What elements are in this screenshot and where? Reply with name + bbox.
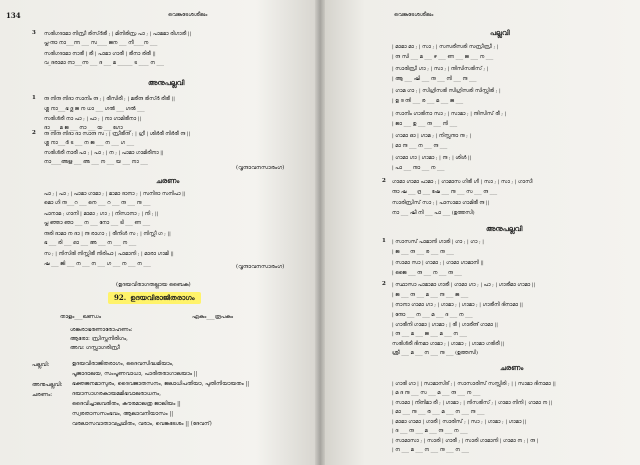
notation-line: ന്ദ നിന്ദ നിദാ സാനിം ന്ദ ; | രീസിരീ ; | മരീന്ദ രിസ്ർ രീരീ ||: [44, 96, 175, 102]
stanza-number: 2: [382, 281, 386, 287]
notation-line: | സാമാ സാ | ഗാമാ ; | ഗാമാ ഗാമാനി ||: [392, 260, 484, 266]
section-label: ചരണം:: [32, 392, 53, 398]
lyric-line: ശ്രീ ___ മ ___ ന ___ ന്ദ ___ (ഉത്തസി): [392, 350, 478, 356]
notation-line: | മാമാ മാ ; | സാ ; | സസരീസരി സസ്രീസ്രീ ; |: [392, 44, 499, 50]
lyric-line: | ജ ___ ന്ദ ___ ര ___ ന്ദ ___: [392, 249, 454, 255]
lyric-line: മൊ ഗി ന്ദ___റ ___ നെ ___ റ ___ ന്ദ ___ ന്ദ ___: [44, 200, 151, 206]
notation-line: സരിൾരീ നാരീ പാ ; | പാ ; | ന ; | പാമാ ഗാമിരീനാ ||: [44, 150, 164, 156]
pallavi-stanza-number: 3: [32, 30, 36, 36]
krithi-title-highlight: [108, 292, 201, 304]
section-label: അനുപല്ലവി:: [32, 382, 63, 388]
raga-detail: ആരോ: സ്രിസ്നനിരിഗം,: [70, 336, 128, 342]
section-label: പല്ലവി:: [32, 362, 50, 368]
lyric-line: | ജാ ___ ഉ ___ ന്ദ ___ നി ___: [392, 121, 458, 127]
notation-line: | സാമാ | നിനിമാ രീ ; | ഗാമാ ; | നിസരിസ് ; | ഗാമാ നിനി | ഗാമാ ന ||: [392, 400, 553, 406]
stanza-number: 2: [32, 130, 36, 136]
anupallavi-heading: അനുപല്ലവി: [148, 78, 185, 87]
meaning-line: പൂജാദാലയ, സംപൂണവാധാ, പാരിതരാഗാലയാം ||: [72, 371, 198, 377]
lyric-line: | പാ ___ ന്ദാ ___ ന ___: [392, 165, 445, 171]
notation-line: പാനാമ ; ഗാനി | മാമാ ; ഗാ ; | നിസാനാ ; | നി ; ||: [44, 211, 159, 217]
lyric-line: | ന്ദ ___ മ ___ ജ ___ മ ___ ന ___: [392, 331, 468, 337]
notation-line: | മാമാ ഗാമാ | ഗാരീ | സാരിസ് ; | സാ ; | ഗാമാ ; | ഗാമാ ||: [392, 419, 527, 425]
lyric-line: പ്ല-ന്ദാ നാ___ന്ന ___ സ____ ജന ___ നീ____ന ___: [44, 40, 158, 46]
ragam-note: (വൃന്ദാവനസാരംഗ): [236, 165, 285, 171]
lyric-line: | ന ___ മ ___ ന ___ ന്ദ ___ ന ___: [392, 447, 469, 453]
notation-line: | ഗാരി ഗാ | | സാമാസിദ് ; | സാസാരിസ് സസ്സിരി ; | | സാമാ ദിനാമാ ||: [392, 381, 556, 387]
charanam-heading: ചരണം: [156, 176, 180, 185]
lyric-line: | ആ ___ ഷി ___ ന്ദ ___ നി ___ ന്ദ ___: [392, 76, 477, 82]
notation-line: | ഗാമാ ഓ | ഗാമ ; | നിസ്സന്ദാ ന്ദ ; |: [392, 133, 472, 139]
krithi-number: 92.: [114, 293, 127, 302]
notation-line: സ ; | നിസിരി നിസ്സിരീ നിരിപാ | പാമാനി ; | മാരാ ഗാമി ||: [44, 251, 174, 257]
right-page: [320, 0, 640, 465]
stanza-number: 2: [382, 178, 386, 184]
raga-detail: അവ: ഗസ്സാഗരിസ്രീ: [70, 345, 120, 351]
page-number: 134: [6, 11, 21, 20]
pallavi-heading: പല്ലവി: [490, 28, 510, 37]
notation-line: പാ ; | പാ ; | പാമാ ഗാമാ ; | മാമാ ദാനാ ; | സനിദാ സനിപാ ||: [44, 191, 186, 197]
lyric-line: ന്ദാ ഷ ___ ദ്ര ___ ഷേ ___ ന്ദ ___ സ ___ ന്ദ ___: [392, 189, 498, 195]
notation-line: | ഗാമാ ഗാ | ഗാമാ ; | ന്ദ ; | ശിൾ ||: [392, 155, 472, 161]
notation-line: സരിൾരീ നാ പാ ; | പാ ; | നാ ഗാമിരീനാ ||: [44, 116, 142, 122]
tala-line: ഏകം___രൂപകം: [192, 314, 234, 320]
lyric-line: നാ ___ ഷീ നി ___ പാ ___ (ഉത്തസി): [392, 210, 475, 216]
notation-line: | സാനിം ഗാരിനാ സാ ; | സാമാ ; | ന്ദിസിസ് രീ ; |: [392, 111, 507, 117]
notation-line: | സ്ഥാസാ പാമാമാ ഗാരീ | ഗാമാ ഗാ ; | പാ ; | ഗാരീമാ ഗാമാ ||: [392, 282, 536, 288]
lyric-line: നാ____അഋ ___ അ ___ ന ___ യ ___ നാ ___: [44, 159, 148, 165]
meaning-line: ഭക്തജനമാസുരം, ദൈവജാതസനം, ജലാധിപതിയാ, പുതിനിയായതം ||: [72, 381, 250, 387]
lyric-line: ഭ ___ രി ___ ഓ ___ അ ___ ന ___ ന ___: [44, 240, 137, 246]
running-head-left: വെങ്കടേശശീലം: [168, 12, 208, 18]
lyric-line: | മാ ___ ന്ദ ___ ര ___ മ ___ ന ___ ന്ദ ___: [392, 409, 485, 415]
raga-detail: ശങ്കരാഭരണാരോഹണം:: [70, 327, 133, 333]
author-line: താളം___ഖണ്ഡം: [60, 314, 102, 320]
krithi-title: ഉദയവിരാജിതരാഗം: [130, 293, 195, 302]
notation-line: | ഗാരീനി ഗാമാ | ഗാമാ ; | രീ | ഗാരീന്ദ് ഗാമാ ||: [392, 322, 498, 328]
lyric-line: | ന്ദ സി ___ മ ___ ഴ ___ ണ ___ ജ ___ ന ___: [392, 54, 494, 60]
meaning-line: ദയാസാഗരകായമമിഭവാലരാധനം,: [72, 391, 161, 397]
lyric-line: വ_ദരാമാ നാ___ന്ന ___ ദ ___ മ ______ ട ____ ന ___: [44, 60, 164, 66]
running-head-right: വെങ്കടേശശീലം: [394, 12, 434, 18]
notation-line: | നാനാ ഗാമാ ഗാ ; | ഗാമാ ; | ഗാമാ ; | ഗാരീനി ദിനാമാ ||: [392, 302, 523, 308]
ragam-note: (വൃന്ദാവനസാരംഗ): [236, 264, 285, 270]
lyric-line: | ജ ___ ന്ദ ___ മ ___ ന്ദ ___ ജ ___: [392, 292, 469, 298]
lyric-line: ശ്ല നാ___ഭ ദ്ല ജ ന ധാ ___ ഗൽ ___ ഗൽ ___: [44, 106, 145, 112]
stanza-number: 1: [32, 95, 36, 101]
charanam-heading: ചരണം: [500, 363, 524, 372]
lyric-line: | ജൈ ___ ന്ദ ___ ന ___ ന്ദ ___: [392, 270, 462, 276]
notation-line: ന്ദരി ദാമാ ന ദാ | ന്ദ രാഗാ ; | രീനിൾ സ ; | നിസ്സീ ഗ ; ||: [44, 231, 171, 237]
notation-line: സാരിസ്രിസ് സാ ; | പാസാമാ ഗാമിരീ ന്ദ ||: [392, 200, 490, 206]
lyric-line: | ഉ ദ ന്ദി ___ ര ___ മ ___ ജ ___: [392, 98, 464, 104]
lyric-line: ശ്ല നാ___ർ ട ___ ന ജ ___ ന ___ ഗ ___: [44, 140, 135, 146]
stanza-number: 1: [382, 238, 386, 244]
notation-line: | ഗാമ ഗാ ; | സിഗ്രിസരി സിഗ്രിസരി സിസ്സിരി ; |: [392, 88, 501, 94]
notation-line: സരിൾരീ ദിനമാ ഗാമാ ; | ഗാമാ ; | ഗാമാ ഗരിരീ ||: [392, 341, 505, 347]
notation-line: സരിഗദാമാ നാരീ | രീ | പാമാ ഗാരീ | രീനാ രിരീ ||: [44, 51, 156, 57]
meaning-line: ദൈവിച്ചാലവരിതം, കൗരമാലത്ര ജാലിയം ||: [72, 401, 181, 407]
anupallavi-heading: അനുപല്ലവി: [486, 224, 523, 233]
notation-line: | സാമാസാ ; | സാരി | ഗാരീ ; | സാരി ഗാമാനി | ഗാമാ ന ; | ന്ദ |: [392, 438, 539, 444]
notation-line: | സാസസ് പാമാനി ഗാരി | ഗാ ; | ഗാ ; |: [392, 239, 484, 245]
lyric-line: പ്ല ഞ്ഞാ ഞാ ___ ന ___ നോ ___ ടി ___ ണ ___: [44, 220, 151, 226]
lyric-line: | മാ ന്ദ ___ ന ___ ന്ദ ___: [392, 143, 448, 149]
meaning-line: സ്വരതാസസംഭവം, ആലാവനിയാസം ||: [72, 411, 174, 417]
book-gutter: [315, 0, 325, 465]
meaning-line: ഉദയവിരാജിതരാഗം, ദൈവസിദ്ധമിയാം,: [72, 361, 174, 367]
next-krithi-ragam-note: (ഉദയവിരാഗതല്ലായ ബൈക): [116, 282, 191, 288]
notation-line: സരിഗദാമാ നിസ്രീ രിസ്ർരീ ; | മിനിരിസ്ര പാ ; | പാമമാ രിഗാരീ ||: [44, 31, 192, 37]
lyric-line: ദാ____മ ജ ___ നാ ___ യ ___ ഗോ ___: [44, 125, 132, 131]
notation-line: ന്ദ നിന്ദ നിദാ ദാ സാന്ദ സ ; | സ്രീരീന്ദ് ; | ഗ്രീ | ശിർരീ നിർരീ ന്ദ ||: [44, 131, 191, 137]
notation-line: ഗാമാ ഗാമാ പാമാ ; | ഗാമാസ ഗിരീ ഗീ | സാ ; | സാ ; | ഗാസീ: [392, 179, 533, 185]
lyric-line: | ദ ___ ന്ദ ___ മ ___ ന്ദ ___ ന ___: [392, 428, 468, 434]
notation-line: | സാരിസ്രീ ഗാ ; | സാ ; | ന്ദിസിസരിസ് ; |: [392, 66, 489, 72]
lyric-line: | മ ദ ന്ദ ___ സ ___ മ ___ ന്ദ ___ ന ___: [392, 390, 481, 396]
lyric-line: | ന്ദോ ___ ന ___ മ ___ ദ ___ ന ___: [392, 312, 473, 318]
lyric-line: ഷ ___ ജി ___ ന ___ ന ___ ഗ ___ ന ___ ന ___: [44, 261, 151, 267]
meaning-line: വരലാസവാതാവപ്രഥിതം, വരാം, വെങ്കടേശം || (ദേവന്): [72, 421, 212, 427]
